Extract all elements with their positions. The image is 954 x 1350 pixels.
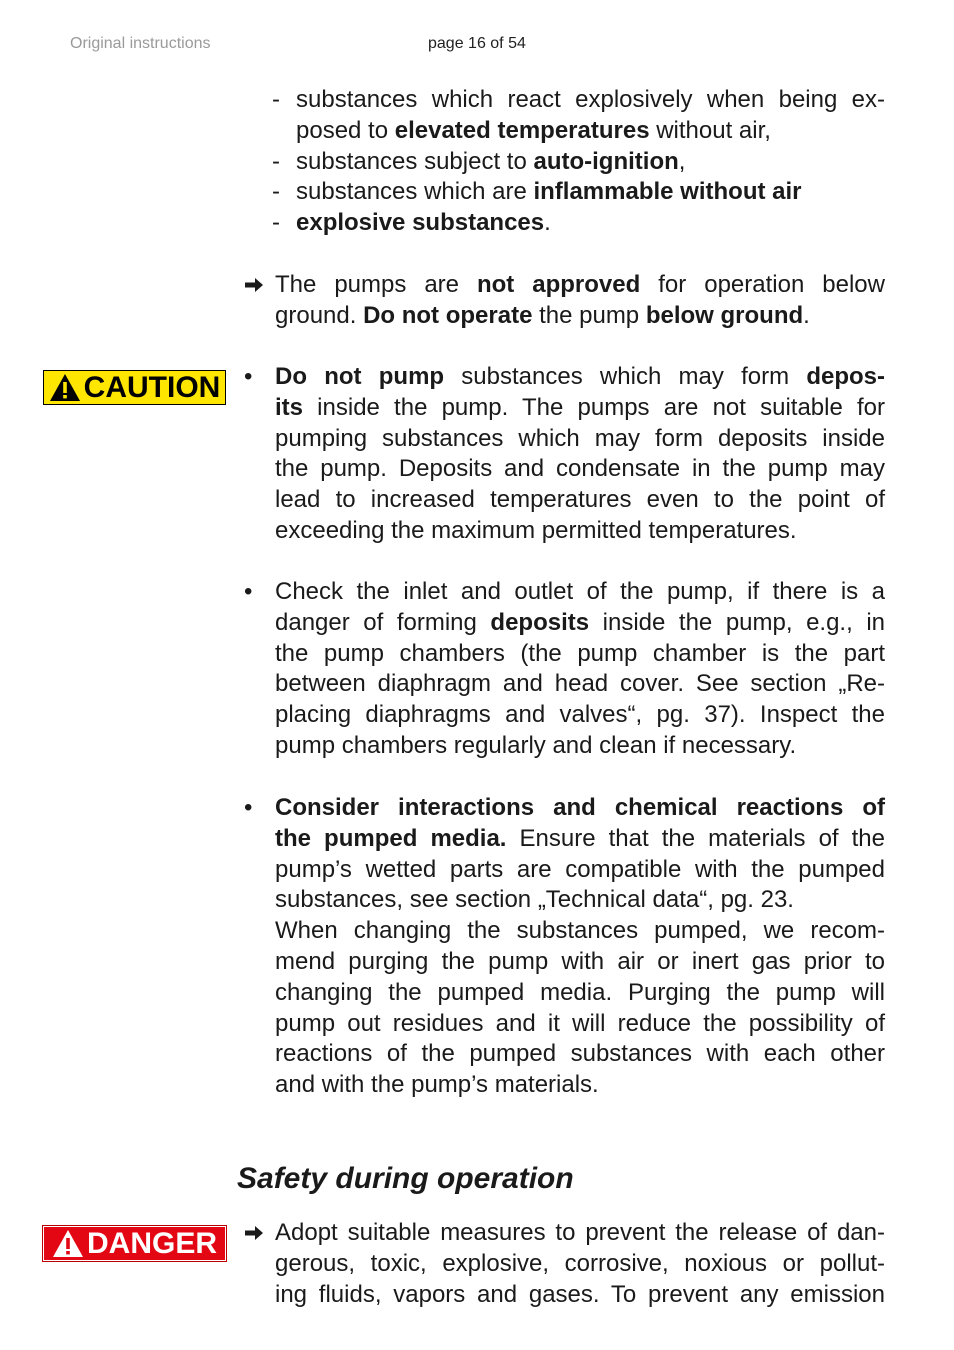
bullet: • xyxy=(244,794,253,821)
text-line: mend purging the pump with air or inert gas prior to xyxy=(275,947,885,975)
text-line: pumping substances which may form deposits inside xyxy=(275,424,885,452)
paragraph-below-ground-cont xyxy=(275,301,885,332)
text-line: exceeding the maximum permitted temperatures. xyxy=(275,517,797,544)
list-dash: - xyxy=(272,209,280,237)
danger-badge xyxy=(43,1226,226,1261)
text-line: pump out residues and it will reduce the possibility of xyxy=(275,1009,885,1037)
text-line: The pumps are not approved for operation below xyxy=(275,271,885,298)
text-line: Do not pump substances which may form depos- xyxy=(275,363,885,390)
text-line: When changing the substances pumped, we recom- xyxy=(275,917,885,945)
list-item-inflammable xyxy=(296,177,885,208)
paragraph-deposits xyxy=(275,362,885,516)
paragraph-deposits-last xyxy=(275,516,885,547)
text-line: danger of forming deposits inside the pump, e.g., in xyxy=(275,608,885,636)
bullet: • xyxy=(244,363,253,390)
section-heading: Safety during operation xyxy=(237,1162,574,1195)
text-line: lead to increased temperatures even to the point of xyxy=(275,486,885,514)
paragraph-check-inlet-last xyxy=(275,731,885,762)
arrow-icon xyxy=(244,277,264,293)
paragraph-interactions xyxy=(275,793,885,885)
text-line: changing the pumped media. Purging the pump will xyxy=(275,978,885,1006)
paragraph-interactions-last xyxy=(275,1070,885,1101)
paragraph-below-ground xyxy=(275,270,885,301)
text-line: substances which react explosively when being ex- xyxy=(296,86,885,113)
list-item-explosive-reaction-cont xyxy=(296,116,885,147)
text-line: between diaphragm and head cover. See section „Re- xyxy=(275,670,885,698)
text-line: Check the inlet and outlet of the pump, if there is a xyxy=(275,578,885,605)
text-line: its inside the pump. The pumps are not suitable for xyxy=(275,393,885,421)
text-line: the pump. Deposits and condensate in the pump may xyxy=(275,455,885,483)
bullet: • xyxy=(244,578,253,605)
list-dash: - xyxy=(272,178,280,206)
list-dash: - xyxy=(272,86,280,113)
list-item-explosive-reaction xyxy=(296,85,885,116)
text-line: posed to elevated temperatures without air, xyxy=(296,116,771,144)
paragraph-interactions-purging xyxy=(275,916,885,1070)
caution-badge xyxy=(43,370,226,405)
text-line: the pump chambers (the pump chamber is the part xyxy=(275,639,885,667)
paragraph-emission xyxy=(275,1218,885,1310)
arrow-icon xyxy=(244,1225,264,1241)
warning-triangle-icon xyxy=(52,1229,84,1258)
text-line: explosive substances. xyxy=(296,209,551,237)
list-item-auto-ignition xyxy=(296,147,885,178)
list-dash: - xyxy=(272,147,280,175)
text-line: Adopt suitable measures to prevent the release of dan- xyxy=(275,1219,885,1246)
text-line: and with the pump’s materials. xyxy=(275,1071,599,1099)
paragraph-check-inlet xyxy=(275,577,885,731)
text-line: substances which are inflammable without air xyxy=(296,178,802,206)
text-line: reactions of the pumped substances with each other xyxy=(275,1040,885,1068)
text-line: Consider interactions and chemical reactions of xyxy=(275,794,885,821)
text-line: placing diaphragms and valves“, pg. 37). Inspect the xyxy=(275,701,885,729)
warning-triangle-icon xyxy=(49,373,81,402)
text-line: substances, see section „Technical data“, pg. 23. xyxy=(275,886,794,914)
paragraph-interactions-tech-data xyxy=(275,885,885,916)
text-line: ing fluids, vapors and gases. To prevent any emission xyxy=(275,1280,885,1308)
list-item-explosive-substances xyxy=(296,208,885,239)
text-line: ground. Do not operate the pump below ground. xyxy=(275,301,810,329)
text-line: substances subject to auto-ignition, xyxy=(296,147,686,175)
text-line: gerous, toxic, explosive, corrosive, noxious or pollut- xyxy=(275,1249,885,1277)
page-number: page 16 of 54 xyxy=(428,35,526,52)
text-line: the pumped media. Ensure that the materials of the xyxy=(275,824,885,852)
caution-label: CAUTION xyxy=(83,370,221,404)
text-line: pump chambers regularly and clean if necessary. xyxy=(275,732,797,759)
danger-label: DANGER xyxy=(86,1226,217,1260)
document-header-label: Original instructions xyxy=(70,35,211,52)
text-line: pump’s wetted parts are compatible with the pumped xyxy=(275,855,885,883)
